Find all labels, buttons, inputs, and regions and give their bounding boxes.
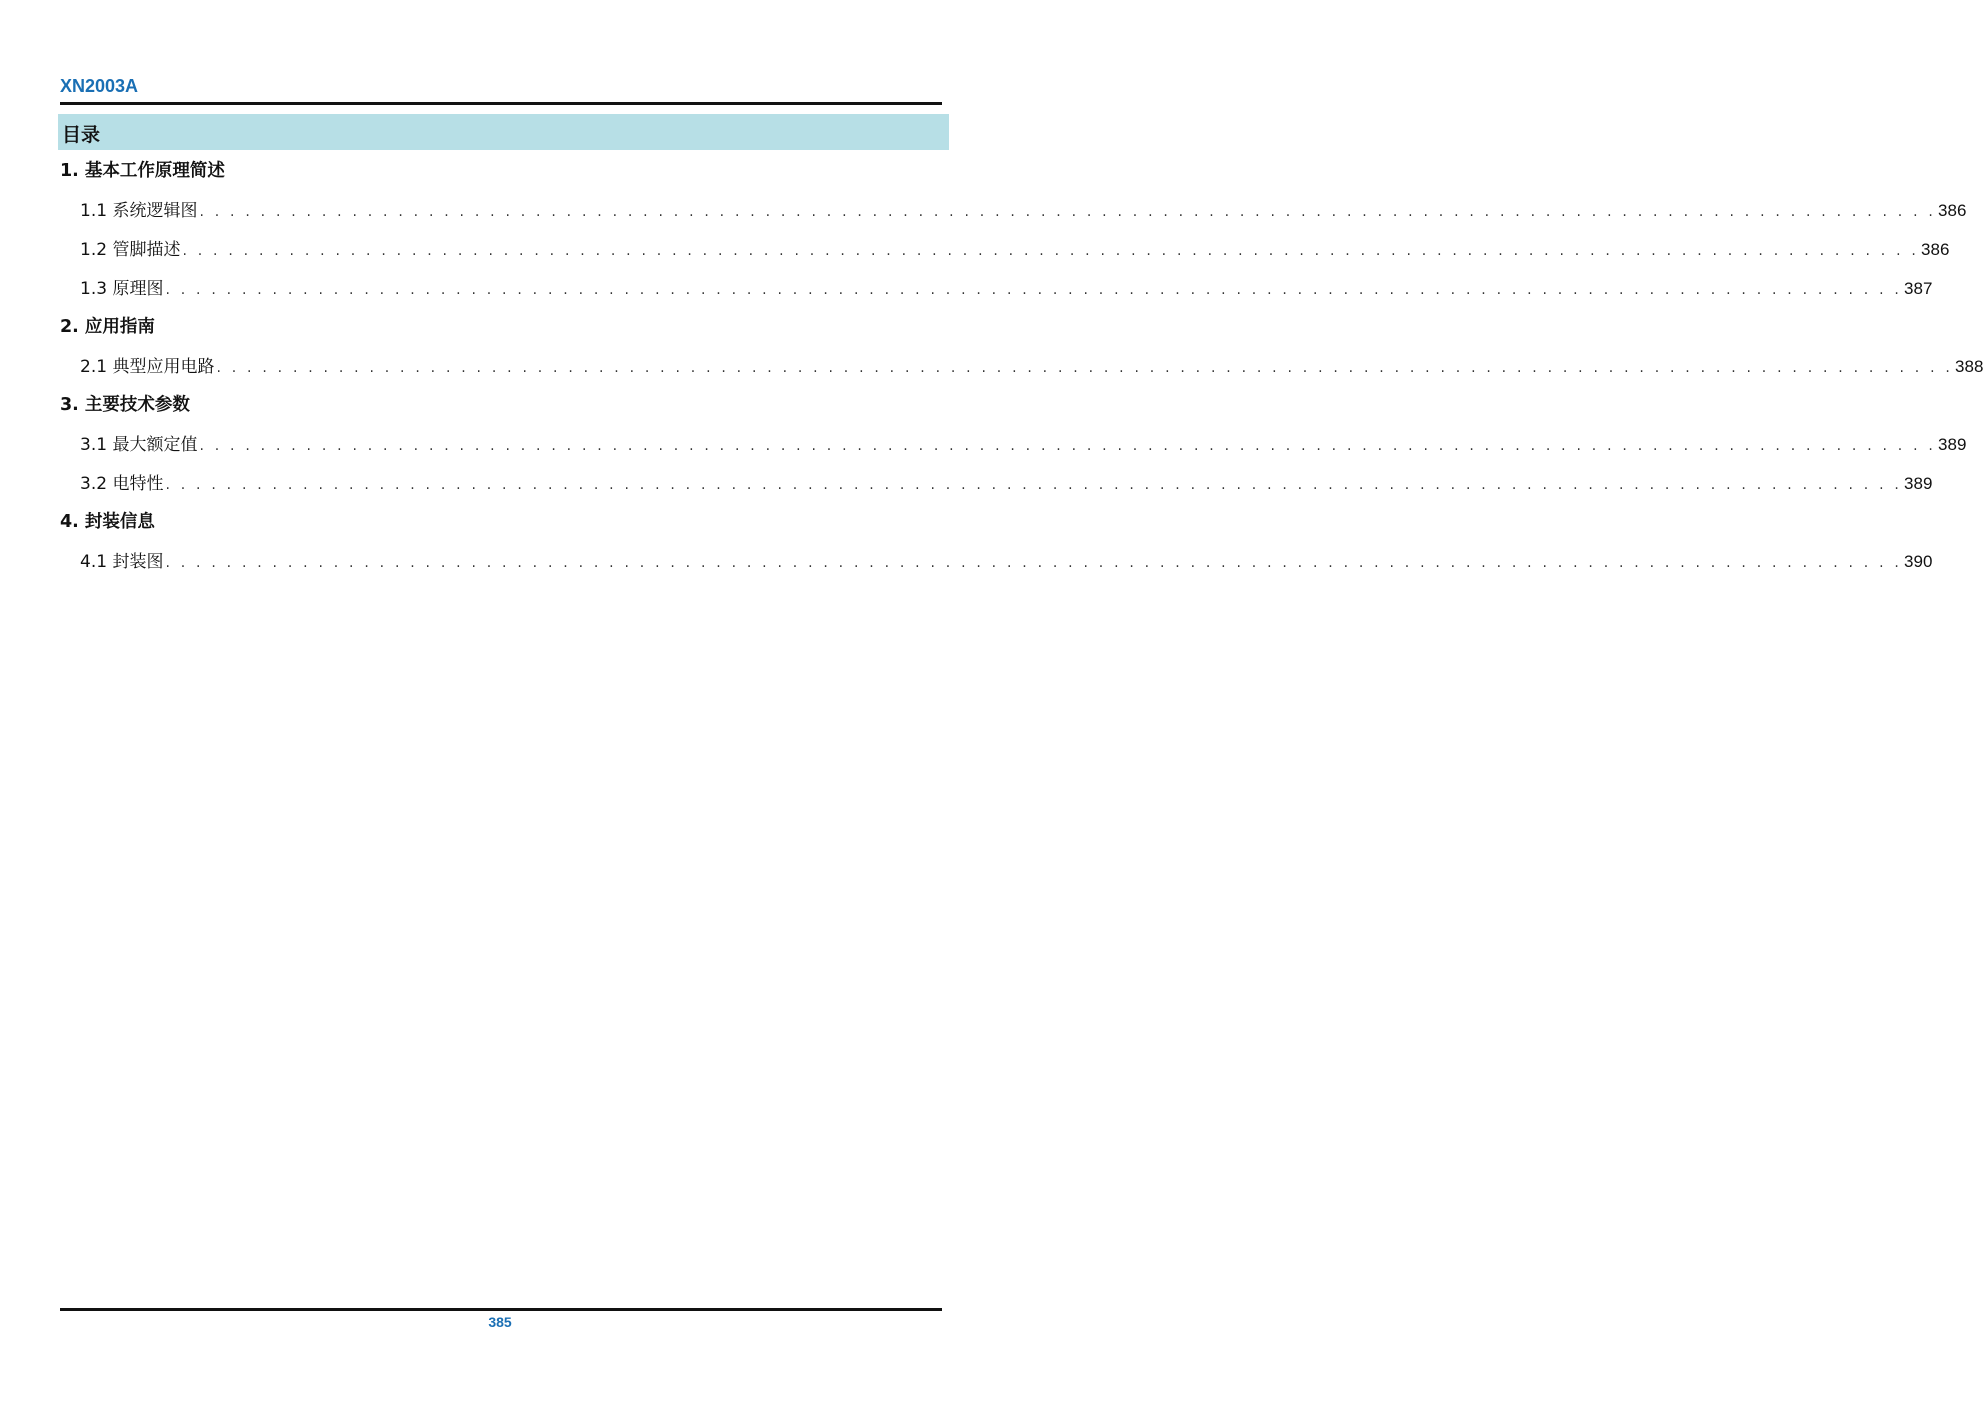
toc-entry-label: 3.1 最大额定值 (80, 435, 198, 455)
toc-entry-1-3[interactable] (60, 269, 1933, 308)
table-of-contents (60, 152, 1983, 581)
toc-section-1[interactable]: 1. 基本工作原理简述 (60, 161, 225, 181)
toc-entry-page: 388 (1955, 357, 1983, 376)
toc-entry-page: 389 (1938, 435, 1967, 454)
toc-leader-dots: . . . . . . . . . . . . . . . . . . . . . . . . . . . . . . . . . . . . . . . . . . . . . . . . . . . . . . . . . . . . . . . . . . . . . . . . . . . . . . . . . . . . . . . . . . . . . . . . . . . . . . . . . . . . . . . . . . (216, 360, 1954, 376)
toc-entry-1-1[interactable] (60, 191, 1967, 230)
toc-entry-2-1[interactable] (60, 347, 1983, 386)
toc-heading-banner (58, 114, 949, 150)
toc-entry-label: 1.3 原理图 (80, 279, 164, 299)
toc-entry-label: 3.2 电特性 (80, 474, 164, 494)
toc-leader-dots: . . . . . . . . . . . . . . . . . . . . . . . . . . . . . . . . . . . . . . . . . . . . . . . . . . . . . . . . . . . . . . . . . . . . . . . . . . . . . . . . . . . . . . . . . . . . . . . . . . . . . . . . . . . . . . . . . . (182, 243, 1920, 259)
header-divider (60, 102, 942, 105)
toc-entry-label: 4.1 封装图 (80, 552, 164, 572)
toc-entry-page: 386 (1921, 240, 1950, 259)
toc-entry-page: 386 (1938, 201, 1967, 220)
toc-section-4[interactable]: 4. 封装信息 (60, 512, 155, 532)
toc-section-2[interactable]: 2. 应用指南 (60, 317, 155, 337)
toc-entry-3-2[interactable] (60, 464, 1933, 503)
toc-entry-label: 1.1 系统逻辑图 (80, 201, 198, 221)
toc-entry-label: 1.2 管脚描述 (80, 240, 181, 260)
toc-entry-label: 2.1 典型应用电路 (80, 357, 215, 377)
toc-entry-page: 387 (1904, 279, 1933, 298)
toc-section-3[interactable]: 3. 主要技术参数 (60, 395, 190, 415)
toc-entry-1-2[interactable] (60, 230, 1950, 269)
toc-leader-dots: . . . . . . . . . . . . . . . . . . . . . . . . . . . . . . . . . . . . . . . . . . . . . . . . . . . . . . . . . . . . . . . . . . . . . . . . . . . . . . . . . . . . . . . . . . . . . . . . . . . . . . . . . . . . . . . . . . (165, 477, 1903, 493)
toc-leader-dots: . . . . . . . . . . . . . . . . . . . . . . . . . . . . . . . . . . . . . . . . . . . . . . . . . . . . . . . . . . . . . . . . . . . . . . . . . . . . . . . . . . . . . . . . . . . . . . . . . . . . . . . . . . . . . . . . . . (199, 438, 1937, 454)
footer-divider (60, 1308, 942, 1311)
toc-leader-dots: . . . . . . . . . . . . . . . . . . . . . . . . . . . . . . . . . . . . . . . . . . . . . . . . . . . . . . . . . . . . . . . . . . . . . . . . . . . . . . . . . . . . . . . . . . . . . . . . . . . . . . . . . . . . . . . . . . (165, 555, 1903, 571)
toc-leader-dots: . . . . . . . . . . . . . . . . . . . . . . . . . . . . . . . . . . . . . . . . . . . . . . . . . . . . . . . . . . . . . . . . . . . . . . . . . . . . . . . . . . . . . . . . . . . . . . . . . . . . . . . . . . . . . . . . . . (165, 282, 1903, 298)
footer-page-number: 385 (488, 1314, 512, 1330)
toc-entry-page: 389 (1904, 474, 1933, 493)
toc-entry-3-1[interactable] (60, 425, 1967, 464)
toc-heading: 目录 (62, 124, 101, 146)
toc-leader-dots: . . . . . . . . . . . . . . . . . . . . . . . . . . . . . . . . . . . . . . . . . . . . . . . . . . . . . . . . . . . . . . . . . . . . . . . . . . . . . . . . . . . . . . . . . . . . . . . . . . . . . . . . . . . . . . . . . . (199, 204, 1937, 220)
document-header-title: XN2003A (60, 76, 139, 96)
toc-entry-4-1[interactable] (60, 542, 1933, 581)
toc-entry-page: 390 (1904, 552, 1933, 571)
